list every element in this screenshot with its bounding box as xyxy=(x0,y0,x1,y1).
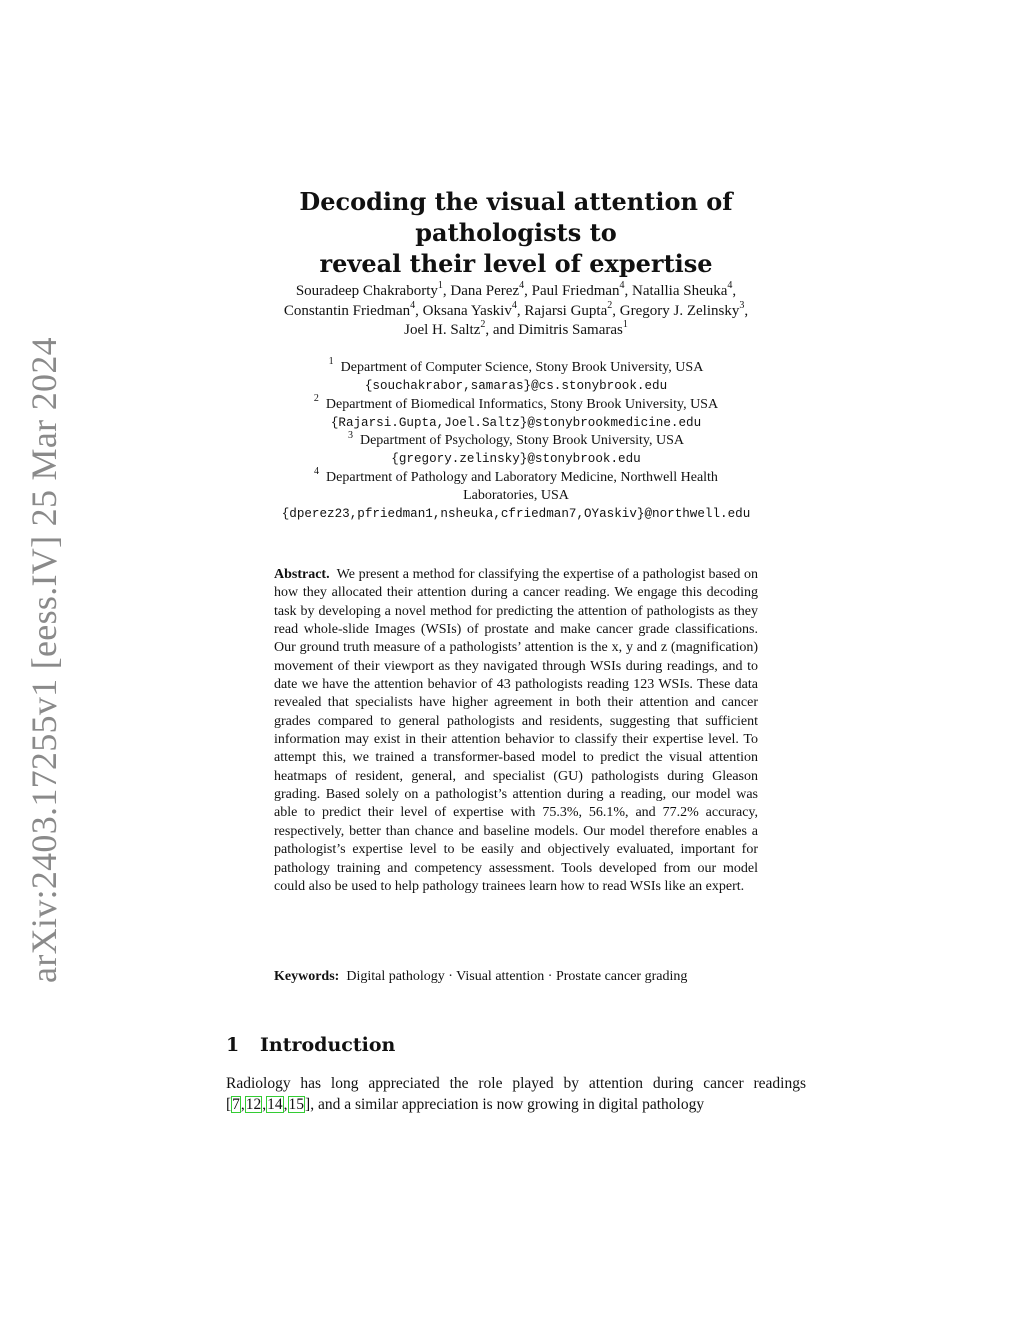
author-list xyxy=(226,282,806,341)
author-affil: 2 xyxy=(607,299,613,311)
citation-link[interactable]: 15 xyxy=(288,1096,305,1113)
author-line xyxy=(226,299,806,322)
author-affil: 3 xyxy=(739,299,745,311)
affiliation-list xyxy=(226,356,806,524)
author-name: Dimitris Samaras xyxy=(518,322,623,338)
author-name: Dana Perez xyxy=(450,283,520,299)
author-name: Natallia Sheuka xyxy=(632,283,728,299)
author-sep: , xyxy=(624,283,633,299)
affil-number: 3 xyxy=(347,429,353,441)
author-affil: 1 xyxy=(437,280,443,291)
affil-number: 2 xyxy=(313,392,319,404)
affiliation-3 xyxy=(226,429,806,450)
author-affil: 2 xyxy=(480,319,486,330)
author-sep: , xyxy=(442,283,451,299)
intro-text-before: Radiology has long appreciated the role played by attention during cancer readings [ xyxy=(226,1075,806,1113)
section-title: Introduction xyxy=(260,1034,396,1056)
keywords xyxy=(274,968,758,986)
author-affil: 1 xyxy=(622,319,628,330)
author-affil: 4 xyxy=(619,280,625,291)
section-number: 1 xyxy=(226,1034,240,1056)
author-name: Constantin Friedman xyxy=(283,302,411,319)
author-name: Paul Friedman xyxy=(531,283,620,299)
affiliation-email: {Rajarsi.Gupta,Joel.Saltz}@stonybrookmedicine.edu xyxy=(330,415,702,430)
author-name: Oksana Yaskiv xyxy=(422,302,512,319)
affiliation-4 xyxy=(226,466,806,487)
abstract-text: We present a method for classifying the expertise of a pathologist based on how they allocated their attention during a cancer reading. We engage this decoding task by developing a novel method for predicting the attention of pathologists as they read whole-slide Images (WSIs) of prostate and make cancer grade classifications. Our ground truth measure of a pathologists’ attention is the x, y and z (magnification) movement of their viewport as they navigated through WSIs during readings, and to date we have the attention behavior of 43 pathologists reading 123 WSIs. These data revealed that specialists have higher agreement in both their attention and cancer grades compared to general pathologists and residents, suggesting that sufficient information may exist in their attention behavior to classify their expertise level. To attempt this, we trained a transformer-based model to predict the visual attention heatmaps of resident, general, and specialist (GU) pathologists during Gleason grading. Based solely on a pathologist’s attention during a reading, our model was able to predict their level of expertise with 75.3%, 56.1%, and 77.2% accuracy, respectively, better than chance and baseline models. Our model therefore enables a pathologist’s expertise level to be easily and objectively evaluated, important for pathology training and competency assessment. Tools developed from our model could also be used to help pathology trainees learn how to read WSIs like an expert. xyxy=(274,567,759,894)
author-sep: , xyxy=(612,302,620,319)
affil-text: Department of Computer Science, Stony Brook University, USA xyxy=(340,360,704,375)
author-affil: 4 xyxy=(519,280,525,291)
affil-text: Department of Psychology, Stony Brook University, USA xyxy=(359,433,685,449)
citation-link[interactable]: 12 xyxy=(245,1096,262,1113)
author-affil: 4 xyxy=(511,299,517,311)
author-name: Souradeep Chakraborty xyxy=(295,283,438,299)
author-sep: , xyxy=(516,302,525,319)
intro-paragraph: Radiology has long appreciated the role played by attention during cancer readings [7,12,14,15], and a similar appreciation is now growing in digital pathology xyxy=(226,1075,806,1113)
citation-link[interactable]: 14 xyxy=(267,1096,283,1113)
arxiv-identifier: arXiv:2403.17255v1 [eess.IV] 25 Mar 2024 xyxy=(24,337,64,983)
affiliation-1 xyxy=(226,356,806,377)
author-sep: , and xyxy=(485,322,519,338)
affiliation-email: {gregory.zelinsky}@stonybrook.edu xyxy=(391,452,641,467)
author-sep: , xyxy=(732,283,737,299)
title-line-1: Decoding the visual attention of pathologists to xyxy=(299,187,733,247)
affiliation-2 xyxy=(226,392,806,414)
keywords-text: Digital pathology · Visual attention · Prostate cancer grading xyxy=(346,969,688,984)
affil-text: Department of Biomedical Informatics, Stony Brook University, USA xyxy=(325,396,719,412)
author-line xyxy=(226,321,806,341)
author-name: Rajarsi Gupta xyxy=(524,302,608,319)
paper-title xyxy=(226,186,806,279)
section-heading xyxy=(226,1034,395,1056)
author-sep: , xyxy=(415,302,423,319)
keywords-label: Keywords: xyxy=(274,969,340,984)
intro-text-after: ], and a similar appreciation is now growing in digital pathology xyxy=(305,1096,705,1113)
author-name: Joel H. Saltz xyxy=(404,322,481,338)
author-affil: 4 xyxy=(727,280,733,291)
citation-link[interactable]: 7 xyxy=(232,1096,240,1113)
affiliation-email: {dperez23,pfriedman1,nsheuka,cfriedman7,OYaskiv}@northwell.edu xyxy=(281,507,751,522)
author-sep: , xyxy=(524,283,532,299)
author-sep: , xyxy=(744,302,749,319)
arxiv-sidebar xyxy=(0,0,90,1325)
author-line xyxy=(226,282,806,302)
affil-number: 4 xyxy=(314,466,320,478)
affil-text: Department of Pathology and Laboratory Medicine, Northwell Health xyxy=(326,469,718,485)
abstract-label: Abstract. xyxy=(274,567,330,582)
author-name: Gregory J. Zelinsky xyxy=(619,302,740,319)
author-affil: 4 xyxy=(410,299,416,311)
title-line-2: reveal their level of expertise xyxy=(319,249,713,278)
affiliation-4-cont: Laboratories, USA xyxy=(463,488,569,504)
affiliation-email: {souchakrabor,samaras}@cs.stonybrook.edu xyxy=(364,379,668,394)
affil-number: 1 xyxy=(328,356,334,368)
abstract xyxy=(274,566,758,896)
